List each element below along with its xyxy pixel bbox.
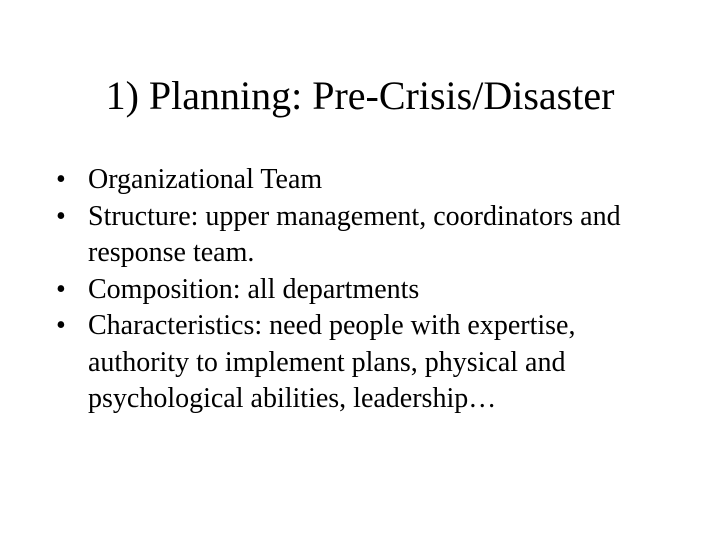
bullet-text: Composition: all departments (88, 273, 420, 305)
list-item (56, 308, 676, 418)
list-item (56, 162, 676, 199)
bullet-list (56, 162, 676, 418)
bullet-icon: • (56, 164, 66, 195)
bullet-text: Characteristics: need people with expertise, authority to implement plans, physical and psychological abilities, leadership… (88, 310, 576, 414)
list-item (56, 199, 676, 272)
bullet-text: Structure: upper management, coordinators and response team. (88, 200, 621, 268)
slide-title: 1) Planning: Pre-Crisis/Disaster (105, 73, 615, 118)
list-item (56, 272, 676, 309)
bullet-icon: • (56, 200, 66, 232)
bullet-icon: • (56, 310, 66, 341)
bullet-icon: • (56, 273, 66, 305)
bullet-text: Organizational Team (88, 164, 323, 195)
